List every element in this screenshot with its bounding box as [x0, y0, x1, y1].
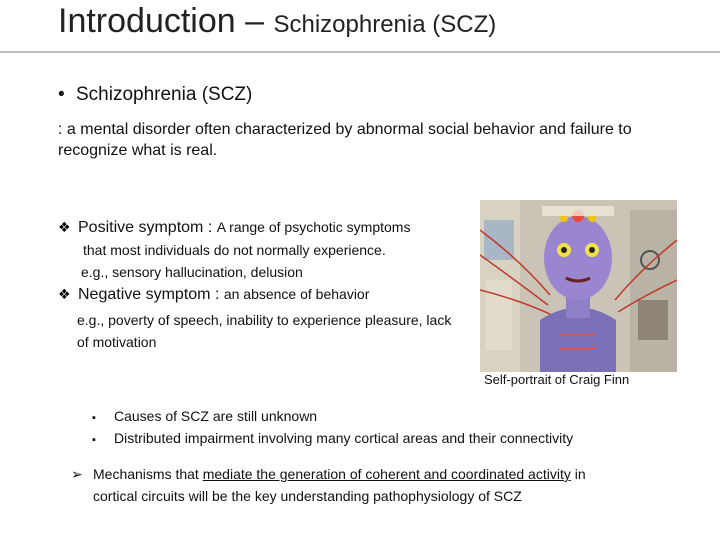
positive-rest: A range of psychotic symptoms [216, 219, 411, 235]
positive-symptom [58, 219, 410, 237]
negative-lead: Negative symptom : [78, 286, 224, 303]
arrow-bullet-icon: ➢ [71, 466, 83, 482]
positive-line3: e.g., sensory hallucination, delusion [81, 264, 303, 280]
title-main: Introduction – [58, 2, 274, 40]
slide-title [58, 2, 496, 41]
square-bullet-icon: ▪ [92, 434, 96, 446]
mechanisms-pre: Mechanisms that [93, 466, 203, 482]
negative-symptom [58, 286, 369, 304]
mechanisms-line2: cortical circuits will be the key understanding pathophysiology of SCZ [93, 488, 522, 504]
square-bullet-icon: ▪ [92, 412, 96, 424]
main-bullet [58, 84, 252, 106]
self-portrait-image [480, 200, 677, 372]
definition-text: : a mental disorder often characterized by abnormal social behavior and failure to recognize what is real. [58, 121, 632, 159]
mechanisms-underlined: mediate the generation of coherent and coordinated activity [202, 466, 571, 482]
mechanisms-post: in [570, 466, 586, 482]
positive-lead: Positive symptom : [78, 219, 217, 236]
title-sub: Schizophrenia (SCZ) [273, 11, 497, 38]
cause-text: Distributed impairment involving many cortical areas and their connectivity [114, 430, 574, 446]
negative-examples: e.g., poverty of speech, inability to experience pleasure, lack of motivation [77, 312, 452, 350]
mechanisms-line1 [71, 466, 586, 483]
diamond-bullet-icon: ❖ [58, 219, 71, 235]
cause-item [92, 408, 317, 424]
cause-item [92, 430, 573, 446]
cause-text: Causes of SCZ are still unknown [114, 408, 318, 424]
positive-line2: that most individuals do not normally experience. [83, 242, 386, 258]
diamond-bullet-icon: ❖ [58, 286, 71, 302]
negative-rest: an absence of behavior [223, 286, 370, 302]
title-divider [0, 51, 720, 53]
bullet-marker: • [58, 84, 65, 105]
main-bullet-text: Schizophrenia (SCZ) [76, 84, 253, 105]
image-caption: Self-portrait of Craig Finn [484, 372, 630, 387]
